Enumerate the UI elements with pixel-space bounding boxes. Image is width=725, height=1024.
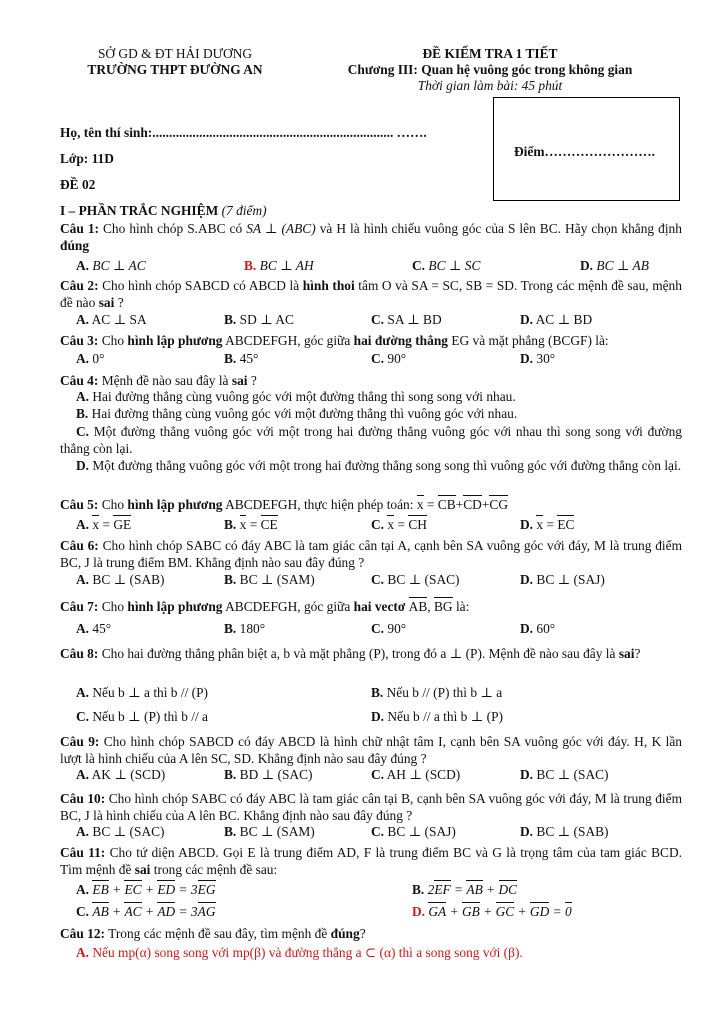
student-name-line: Họ, tên thí sinh:........................................................................ ……. [60, 125, 427, 140]
q7-option-a[interactable]: A. 45° [76, 621, 112, 636]
question-7 [60, 599, 469, 615]
q1-d-text: BC ⊥ AB [596, 258, 649, 273]
q7-text: Cho [101, 599, 125, 614]
q2-option-a[interactable]: A. AC ⊥ SA [76, 312, 147, 327]
q1-c-text: BC ⊥ SC [428, 258, 481, 273]
q9-option-a[interactable]: A. AK ⊥ (SCD) [76, 767, 166, 782]
question-12 [60, 926, 366, 942]
section-heading: I – PHẦN TRẮC NGHIỆM [60, 203, 219, 218]
q1-emphasis: đúng [60, 238, 90, 253]
q7-option-d[interactable]: D. 60° [520, 621, 556, 636]
q4-b-text: Hai đường thẳng cùng vuông góc với một đường thẳng thì vuông góc với nhau. [91, 406, 518, 421]
question-5 [60, 497, 508, 513]
department-name: SỞ GD & ĐT HẢI DƯƠNG [97, 46, 253, 61]
q6-text: Cho hình chóp SABC có đáy ABC là tam giác cân tại A, cạnh bên SA vuông góc với đáy, M là trung điểm BC, J là trung điểm BM. Khẳng định nào sau đây đúng ? [60, 538, 682, 570]
q8-option-c[interactable]: C. Nếu b ⊥ (P) thì b // a [76, 709, 209, 724]
q11-label: Câu 11: [60, 845, 106, 860]
question-4 [60, 373, 257, 389]
q11-option-b[interactable]: B. 2EF = AB + DC [412, 882, 518, 897]
q8-option-a[interactable]: A. Nếu b ⊥ a thì b // (P) [76, 685, 209, 700]
q12-a-text: Nếu mp(α) song song với mp(β) và đường thẳng a ⊂ (α) thì a song song với (β). [92, 945, 523, 960]
q2-b-text: SD ⊥ AC [239, 312, 294, 327]
q12-option-a[interactable]: A. Nếu mp(α) song song với mp(β) và đường thẳng a ⊂ (α) thì a song song với (β). [76, 945, 523, 960]
q5-option-d[interactable]: D. x = EC [520, 517, 575, 532]
q9-b-text: BD ⊥ (SAC) [239, 767, 313, 782]
q8-label: Câu 8: [60, 646, 99, 661]
q4-emphasis: sai [231, 373, 248, 388]
q5-d-text: EC [557, 517, 575, 532]
chapter-title: Chương III: Quan hệ vuông góc trong không gian [347, 62, 633, 77]
q3-emphasis-1: hình lập phương [127, 333, 223, 348]
q3-option-a[interactable]: A. 0° [76, 351, 105, 366]
q2-d-text: AC ⊥ BD [535, 312, 593, 327]
q10-a-text: BC ⊥ (SAC) [92, 824, 165, 839]
q10-c-text: BC ⊥ (SAJ) [387, 824, 456, 839]
q8-text-2: . Mệnh đề nào sau đây là [481, 646, 616, 661]
q9-option-b[interactable]: B. BD ⊥ (SAC) [224, 767, 313, 782]
q8-emphasis: sai [618, 646, 635, 661]
q2-text-2: tâm O và SA = SC, SB = SD. Trong các mệnh đề sau, mệnh đề nào [60, 278, 682, 310]
question-9 [60, 733, 682, 767]
q12-label: Câu 12: [60, 926, 106, 941]
q12-emphasis: đúng [330, 926, 360, 941]
q2-emphasis-1: hình thoi [302, 278, 355, 293]
q1-text: Cho hình chóp S.ABC có [103, 221, 243, 236]
q6-option-d[interactable]: D. BC ⊥ (SAJ) [520, 572, 605, 587]
q9-d-text: BC ⊥ (SAC) [536, 767, 609, 782]
q1-option-a[interactable]: A. BC ⊥ AC [76, 258, 146, 273]
q3-option-c[interactable]: C. 90° [371, 351, 407, 366]
question-8 [60, 643, 682, 664]
q4-option-b[interactable]: B. Hai đường thẳng cùng vuông góc với một đường thẳng thì vuông góc với nhau. [76, 406, 518, 421]
q8-math: a ⊥ (P) [440, 646, 482, 661]
q5-label: Câu 5: [60, 497, 99, 512]
q3-emphasis-2: hai đường thẳng [353, 333, 448, 348]
q4-option-d[interactable]: D. Một đường thẳng vuông góc với một trong hai đường thẳng song song thì vuông góc với đường thẳng còn lại. [76, 458, 682, 473]
q8-option-d[interactable]: D. Nếu b // a thì b ⊥ (P) [371, 709, 504, 724]
q6-a-text: BC ⊥ (SAB) [92, 572, 165, 587]
q7-d-text: 60° [536, 621, 556, 636]
q3-b-text: 45° [239, 351, 259, 366]
exam-code: ĐỀ 02 [60, 177, 96, 192]
q3-d-text: 30° [536, 351, 556, 366]
q8-d-text: Nếu b // a thì b ⊥ (P) [387, 709, 504, 724]
q10-d-text: BC ⊥ (SAB) [536, 824, 609, 839]
header-left [55, 46, 295, 78]
q10-option-d[interactable]: D. BC ⊥ (SAB) [520, 824, 609, 839]
q6-b-text: BC ⊥ (SAM) [239, 572, 315, 587]
q8-c-text: Nếu b ⊥ (P) thì b // a [92, 709, 209, 724]
exam-duration: Thời gian làm bài: 45 phút [417, 78, 563, 93]
q5-option-c[interactable]: C. x = CH [371, 517, 427, 532]
q2-option-d[interactable]: D. AC ⊥ BD [520, 312, 593, 327]
q2-text: Cho hình chóp SABCD có ABCD là [102, 278, 300, 293]
q4-option-c[interactable]: C. Một đường thẳng vuông góc với một trong hai đường thẳng vuông góc với nhau thì song song với đường thẳng còn lại. [60, 424, 682, 456]
question-2 [60, 277, 682, 311]
q1-text-2: và H là hình chiếu vuông góc của S lên BC. Hãy chọn khẳng định [319, 221, 682, 236]
q4-c-text: Một đường thẳng vuông góc với một trong hai đường thẳng vuông góc với nhau thì song song với đường thẳng còn lại. [60, 424, 682, 456]
q8-text: Cho hai đường thẳng phân biệt a, b và mặt phẳng (P), trong đó [101, 646, 437, 661]
question-3 [60, 332, 682, 349]
q10-b-text: BC ⊥ (SAM) [239, 824, 315, 839]
q7-c-text: 90° [387, 621, 407, 636]
q10-option-a[interactable]: A. BC ⊥ (SAC) [76, 824, 165, 839]
q9-a-text: AK ⊥ (SCD) [91, 767, 166, 782]
q1-b-text: BC ⊥ AH [259, 258, 314, 273]
header-right [320, 46, 660, 94]
q2-emphasis-2: sai [98, 295, 115, 310]
q1-option-b[interactable]: B. BC ⊥ AH [244, 258, 314, 273]
q8-option-b[interactable]: B. Nếu b // (P) thì b ⊥ a [371, 685, 503, 700]
exam-title: ĐỀ KIỂM TRA 1 TIẾT [422, 46, 558, 61]
q10-text: Cho hình chóp SABC có đáy ABC là tam giác cân tại B, cạnh bên SA vuông góc với đáy, M là trung điểm BC, J là hình chiếu của A lên BC. Khẳng định nào sau đây đúng ? [60, 791, 682, 823]
q2-option-b[interactable]: B. SD ⊥ AC [224, 312, 294, 327]
q6-option-b[interactable]: B. BC ⊥ (SAM) [224, 572, 315, 587]
q11-text-2: trong các mệnh đề sau: [153, 862, 278, 877]
q11-option-a[interactable]: A. EB + EC + ED = 3EG [76, 882, 216, 897]
q9-c-text: AH ⊥ (SCD) [386, 767, 461, 782]
q3-text-2: ABCDEFGH, góc giữa [225, 333, 351, 348]
q5-emphasis: hình lập phương [127, 497, 223, 512]
school-name: TRƯỜNG THPT ĐƯỜNG AN [87, 62, 263, 77]
q5-a-text: GE [113, 517, 132, 532]
q3-label: Câu 3: [60, 333, 99, 348]
q3-option-b[interactable]: B. 45° [224, 351, 259, 366]
q6-option-c[interactable]: C. BC ⊥ (SAC) [371, 572, 460, 587]
q9-option-d[interactable]: D. BC ⊥ (SAC) [520, 767, 609, 782]
q5-option-b[interactable]: B. x = CE [224, 517, 278, 532]
class-line: Lớp: 11D [60, 151, 114, 166]
q9-label: Câu 9: [60, 734, 100, 749]
q7-text-2: ABCDEFGH, góc giữa [225, 599, 351, 614]
q2-option-c[interactable]: C. SA ⊥ BD [371, 312, 442, 327]
q11-text: Cho tứ diện ABCD. Gọi E là trung điểm AD, F là trung điểm BC và G là trọng tâm của tam giác BCD. Tìm mệnh đề [60, 845, 682, 877]
q7-b-text: 180° [239, 621, 266, 636]
q6-d-text: BC ⊥ (SAJ) [536, 572, 605, 587]
q2-text-3: ? [117, 295, 124, 310]
question-6 [60, 537, 682, 571]
section-title [60, 203, 267, 219]
q11-option-c[interactable]: C. AB + AC + AD = 3AG [76, 904, 216, 919]
question-1 [60, 220, 682, 254]
q2-a-text: AC ⊥ SA [91, 312, 147, 327]
q12-text: Trong các mệnh đề sau đây, tìm mệnh đề [108, 926, 328, 941]
q4-label: Câu 4: [60, 373, 99, 388]
q5-option-a[interactable]: A. x = GE [76, 517, 132, 532]
q6-option-a[interactable]: A. BC ⊥ (SAB) [76, 572, 165, 587]
q1-option-c[interactable]: C. BC ⊥ SC [412, 258, 481, 273]
q7-option-b[interactable]: B. 180° [224, 621, 266, 636]
q8-b-text: Nếu b // (P) thì b ⊥ a [386, 685, 503, 700]
q7-vectors: AB, BG [408, 599, 453, 614]
q7-a-text: 45° [92, 621, 112, 636]
q11-emphasis: sai [134, 862, 151, 877]
q12-text-2: ? [359, 926, 366, 941]
q4-d-text: Một đường thẳng vuông góc với một trong hai đường thẳng song song thì vuông góc với đường thẳng còn lại. [92, 458, 682, 473]
q3-text: Cho [101, 333, 125, 348]
q4-text: Mệnh đề nào sau đây là [101, 373, 229, 388]
q10-option-c[interactable]: C. BC ⊥ (SAJ) [371, 824, 456, 839]
q1-label: Câu 1: [60, 221, 99, 236]
q10-option-b[interactable]: B. BC ⊥ (SAM) [224, 824, 315, 839]
q7-emphasis-1: hình lập phương [127, 599, 223, 614]
q11-option-d[interactable]: D. GA + GB + GC + GD = 0 [412, 904, 572, 919]
q7-option-c[interactable]: C. 90° [371, 621, 407, 636]
question-10 [60, 790, 682, 824]
score-label: Điểm……………………. [514, 144, 655, 159]
section-points: (7 điểm) [221, 203, 267, 218]
q8-text-3: ? [634, 646, 641, 661]
q7-label: Câu 7: [60, 599, 99, 614]
q3-text-3: EG và mặt phẳng (BCGF) là: [451, 333, 609, 348]
q4-text-2: ? [250, 373, 257, 388]
q5-c-text: CH [408, 517, 427, 532]
q6-c-text: BC ⊥ (SAC) [387, 572, 460, 587]
q4-option-a[interactable]: A. Hai đường thẳng cùng vuông góc với một đường thẳng thì song song với nhau. [76, 389, 516, 404]
q9-option-c[interactable]: C. AH ⊥ (SCD) [371, 767, 461, 782]
question-11 [60, 844, 682, 878]
q2-c-text: SA ⊥ BD [387, 312, 442, 327]
q5-text-2: ABCDEFGH, thực hiện phép toán: [225, 497, 414, 512]
q3-a-text: 0° [92, 351, 105, 366]
q2-label: Câu 2: [60, 278, 99, 293]
q3-option-d[interactable]: D. 30° [520, 351, 556, 366]
q7-emphasis-2: hai vectơ [353, 599, 406, 614]
q5-expression: x = CB+CD+CG [416, 497, 509, 512]
q10-label: Câu 10: [60, 791, 106, 806]
q1-a-text: BC ⊥ AC [92, 258, 146, 273]
q5-b-text: CE [260, 517, 278, 532]
q5-text: Cho [101, 497, 125, 512]
q9-text: Cho hình chóp SABCD có đáy ABCD là hình chữ nhật tâm I, cạnh bên SA vuông góc với đáy. H, K lần lượt là hình chiếu của A lên SC, SD. Khẳng định nào sau đây đúng ? [60, 734, 682, 766]
q7-text-3: là: [455, 599, 470, 614]
q3-c-text: 90° [387, 351, 407, 366]
q6-label: Câu 6: [60, 538, 99, 553]
q1-option-d[interactable]: D. BC ⊥ AB [580, 258, 649, 273]
q4-a-text: Hai đường thẳng cùng vuông góc với một đường thẳng thì song song với nhau. [92, 389, 516, 404]
q1-math: SA ⊥ (ABC) [246, 221, 316, 236]
q8-a-text: Nếu b ⊥ a thì b // (P) [92, 685, 209, 700]
score-box [493, 97, 680, 201]
